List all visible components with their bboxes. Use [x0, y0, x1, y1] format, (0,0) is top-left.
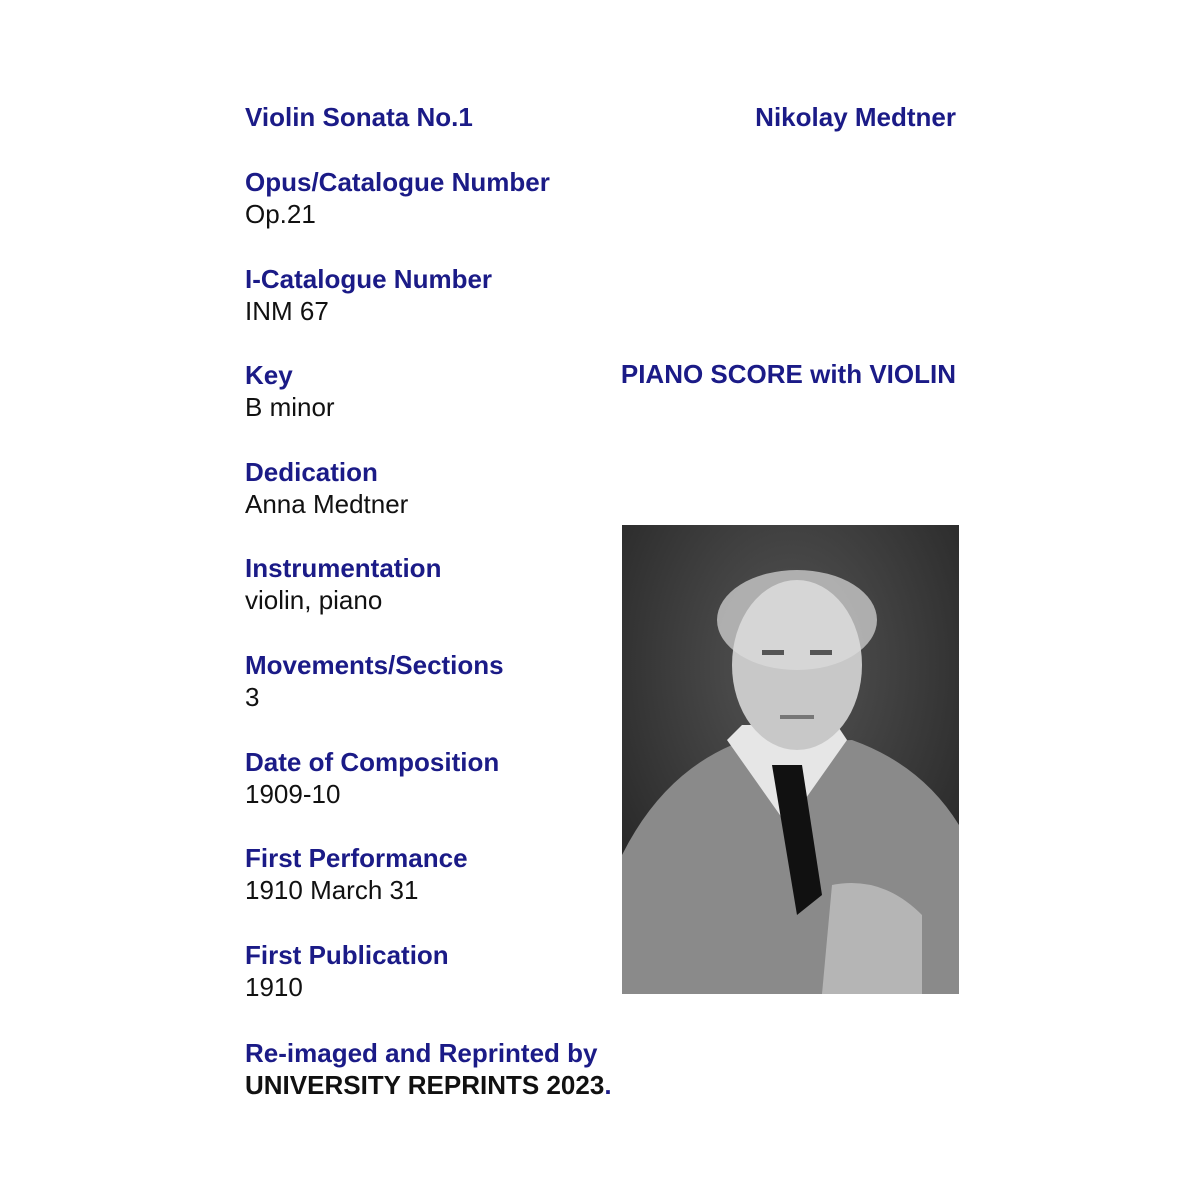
info-field	[245, 649, 504, 713]
field-value: 1909-10	[245, 778, 341, 809]
field-label: First Publication	[245, 939, 449, 970]
info-field	[245, 263, 492, 327]
publisher-period: .	[604, 1070, 612, 1100]
field-value: 3	[245, 682, 260, 712]
publisher-name: UNIVERSITY REPRINTS 2023	[245, 1070, 605, 1100]
info-field	[245, 842, 468, 906]
composer-name: Nikolay Medtner	[755, 102, 956, 132]
field-value: 1910 March 31	[245, 875, 419, 906]
field-label: Movements/Sections	[245, 650, 504, 680]
field-label: Dedication	[245, 456, 378, 487]
info-field	[245, 939, 449, 1003]
info-field	[245, 166, 550, 230]
field-value: violin, piano	[245, 585, 383, 616]
composer-portrait	[622, 525, 959, 994]
field-value: B minor	[245, 392, 335, 423]
field-label: Instrumentation	[245, 553, 442, 584]
field-value: Op.21	[245, 199, 316, 229]
field-label: I-Catalogue Number	[245, 263, 493, 294]
field-label: Date of Composition	[245, 746, 500, 777]
work-title: Violin Sonata No.1	[245, 102, 473, 132]
reprint-credit: Re-imaged and Reprinted by	[245, 1038, 598, 1068]
field-label: Key	[245, 360, 293, 391]
info-field	[245, 359, 335, 423]
field-label: First Performance	[245, 843, 468, 874]
edition-label: PIANO SCORE with VIOLIN	[620, 359, 956, 389]
field-value: INM 67	[245, 295, 329, 326]
field-value: Anna Medtner	[245, 488, 409, 519]
field-value: 1910	[245, 971, 303, 1002]
info-field	[245, 456, 408, 520]
info-field	[245, 746, 499, 810]
info-field	[245, 552, 441, 616]
field-label: Opus/Catalogue Number	[245, 167, 550, 197]
